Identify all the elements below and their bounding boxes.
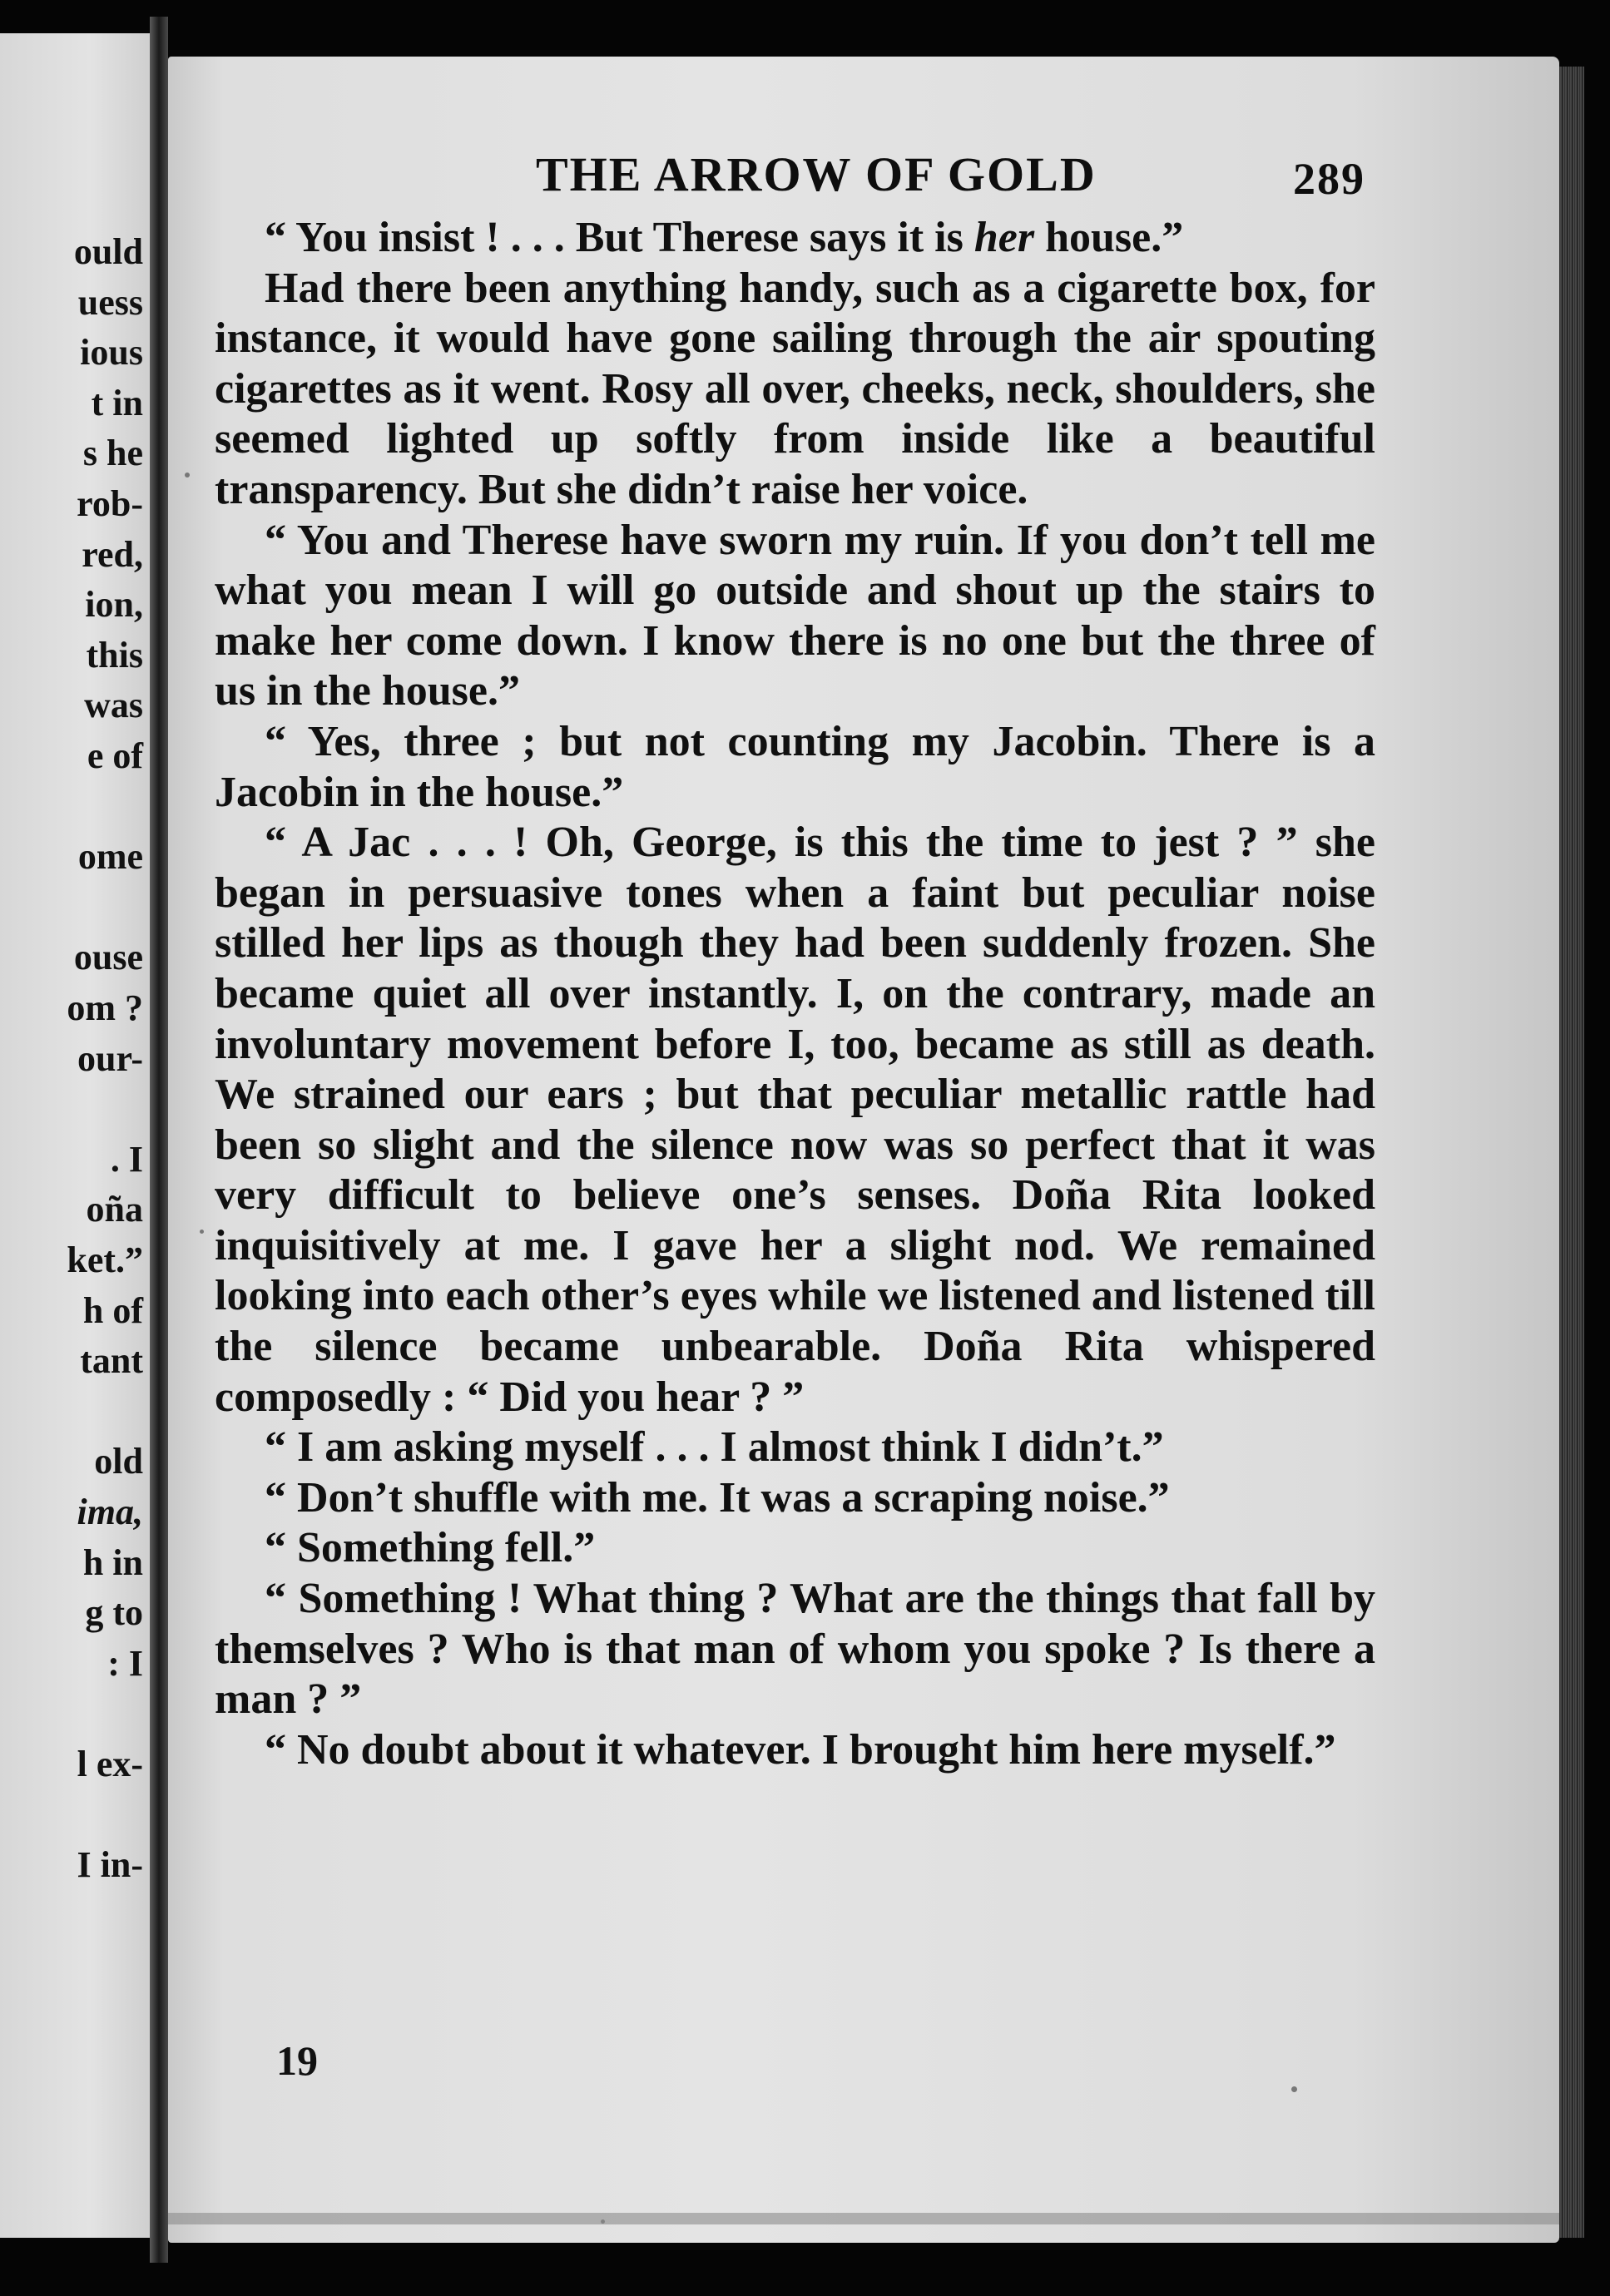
left-page-fragment: red,: [82, 533, 143, 575]
page-bottom-edge: [168, 2213, 1559, 2224]
paragraph: “ I am asking myself . . . I almost think I didn’t.”: [265, 1423, 1164, 1472]
paragraph: Had there been anything handy, such as a cigarette box, for instance, it would have gone sailing through the air spouting cigarettes as it went. Rosy all over, cheeks, neck, shoulders, she seemed lighted up softly from inside like a beautiful transparency. But she didn’t raise her voice.: [215, 264, 1375, 513]
left-page-fragment: ouse: [73, 937, 143, 978]
scan-speck: [185, 473, 190, 478]
left-page-fragment: our-: [77, 1037, 143, 1079]
left-page-fragment: . I: [110, 1138, 143, 1180]
left-page-fragment: s he: [82, 433, 143, 474]
left-page-fragment: ima,: [77, 1492, 143, 1532]
left-page-fragment: ion,: [85, 584, 143, 626]
left-page-fragment: : I: [107, 1642, 143, 1684]
left-page-fragment: oña: [86, 1189, 143, 1230]
page-body-text: [215, 213, 1375, 1775]
left-page-fragment: om ?: [67, 987, 143, 1028]
paragraph: “ You and Therese have sworn my ruin. If you don’t tell me what you mean I will go outside and shout up the stairs to make her come down. I know there is no one but the three of us in the house.”: [215, 516, 1375, 715]
paragraph: “ Don’t shuffle with me. It was a scraping noise.”: [265, 1473, 1170, 1522]
left-page-fragment: tant: [80, 1340, 143, 1382]
running-title: THE ARROW OF GOLD: [536, 147, 1097, 201]
left-page-fragment: ould: [73, 231, 143, 272]
left-page-fragment: h of: [82, 1289, 143, 1331]
left-page-fragment: ious: [80, 332, 143, 374]
left-page-fragment: h in: [82, 1541, 143, 1583]
page-number: 289: [1293, 154, 1365, 204]
left-page-fragment: uess: [77, 281, 143, 323]
left-page-fragment: was: [84, 685, 143, 726]
paragraph: “ Yes, three ; but not counting my Jacobin. There is a Jacobin in the house.”: [215, 717, 1375, 816]
paragraph: “ You insist ! . . . But Therese says it is her house.”: [265, 214, 1184, 261]
paragraph: “ A Jac . . . ! Oh, George, is this the time to jest ? ” she began in persuasive tones when a faint but peculiar noise stilled her lips as though they had been suddenly frozen. She became quiet all over instantly. I, on the contrary, made an involuntary movement before I, too, became as still as death. We strained our ears ; but that peculiar metallic rattle had been so slight and the silence now was so perfect that it was very difficult to believe one’s senses. Doña Rita looked inquisitively at me. I gave her a slight nod. We remained looking into each other’s eyes while we listened and listened till the silence became unbearable. Doña Rita whispered composedly : “ Did you hear ? ”: [215, 819, 1375, 1421]
paragraph: “ Something fell.”: [265, 1524, 596, 1572]
left-page-fragment: rob-: [77, 483, 143, 524]
book-page: [168, 57, 1559, 2243]
book-gutter: [150, 17, 168, 2263]
page-stack-edge: [1559, 67, 1584, 2238]
left-page-fragment: old: [94, 1441, 143, 1482]
left-page-fragment: e of: [87, 735, 143, 776]
left-page-fragment: this: [86, 634, 143, 675]
paragraph: “ No doubt about it whatever. I brought him here myself.”: [265, 1725, 1336, 1774]
previous-page-edge: [0, 33, 150, 2238]
left-page-fragment: I in-: [77, 1844, 143, 1886]
scan-speck: [1291, 2086, 1297, 2092]
left-page-fragment: l ex-: [77, 1744, 143, 1784]
left-page-fragment: ome: [77, 836, 143, 878]
paragraph: “ Something ! What thing ? What are the things that fall by themselves ? Who is that man of whom you spoke ? Is there a man ? ”: [215, 1575, 1375, 1724]
left-page-fragment: ket.”: [67, 1240, 143, 1280]
emphasis: her: [973, 214, 1035, 261]
signature-mark: 19: [276, 2037, 318, 2084]
scan-speck: [200, 1230, 204, 1234]
left-page-fragment: t in: [91, 382, 143, 423]
left-page-fragment: g to: [85, 1592, 143, 1634]
